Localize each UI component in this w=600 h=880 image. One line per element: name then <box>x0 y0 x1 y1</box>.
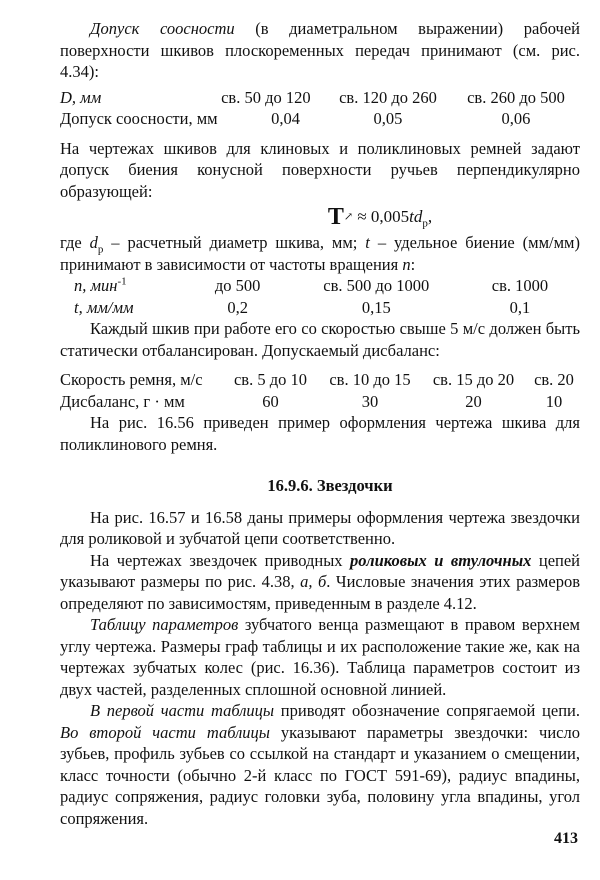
table-cell: 0,04 <box>271 109 300 128</box>
paragraph-table-parts <box>60 700 580 829</box>
table-cell: 0,2 <box>227 297 248 317</box>
table-cell: 30 <box>361 391 379 411</box>
paragraph-sprocket-examples: На рис. 16.57 и 16.58 даны примеры оформления чертежа звездочки для роликовой и зубчатой цепи соответственно. <box>60 507 580 548</box>
formula-sub: p <box>422 217 428 230</box>
term-second-part: Во второй части таблицы <box>60 722 270 742</box>
text: зубчатого венца размещают в правом верхнем углу чертежа. Размеры граф таблицы и их расположение такие же, как на чертежах зубчатых колес (рис. 16.36). Таблица параметров состоит из двух частей, разделенных сплошной основной линией. <box>60 615 580 699</box>
table-coaxiality <box>60 87 580 130</box>
table-cell: 0,05 <box>373 109 403 128</box>
text: . Числовые значения этих размеров определяют по зависимостям, приведенным в разделе 4.12. <box>60 572 580 613</box>
table-label: Допуск соосности, мм <box>60 109 218 128</box>
table-cell: 10 <box>545 391 563 411</box>
formula-var: d <box>413 207 423 226</box>
table-label: Дисбаланс, г · мм <box>60 391 185 411</box>
table-cell: 60 <box>262 391 279 411</box>
paragraph-text: (в диаметральном выражении) рабочей поверхности шкивов плоскоременных передач принимают (см. рис. 4.34): <box>60 19 580 81</box>
runout-symbol: T <box>327 204 344 230</box>
formula-text: , <box>427 207 433 226</box>
text: где <box>60 233 90 252</box>
paragraph-figure-ref: На рис. 16.56 приведен пример оформления чертежа шкива для поликлинового ремня. <box>60 413 580 454</box>
table-cell: 0,15 <box>361 297 391 317</box>
table-imbalance <box>60 369 580 412</box>
table-label: t, мм/мм <box>74 297 134 317</box>
table-cell: 20 <box>465 391 482 411</box>
paragraph-coaxiality <box>60 18 580 83</box>
table-label: Скорость ремня, м/с <box>60 370 203 389</box>
table-cell: до 500 <box>214 276 261 295</box>
sub: р <box>97 243 104 256</box>
table-row <box>60 369 580 391</box>
paragraph-balance: Каждый шкив при работе его со скоростью свыше 5 м/с должен быть статически отбалансирован. Допускаемый дисбаланс: <box>60 319 580 360</box>
table-cell: св. 1000 <box>491 276 549 295</box>
text: : <box>410 254 416 274</box>
formula-text: ≈ 0,005 <box>353 207 410 226</box>
table-cell: св. 500 до 1000 <box>323 276 430 295</box>
fig-letters: а, б <box>300 572 327 591</box>
var: n <box>402 254 411 274</box>
text: – удельное биение (мм/мм) принимают в зависимости от частоты вращения <box>60 233 580 274</box>
arrow-icon: ↗ <box>343 211 354 223</box>
paragraph-where <box>60 232 580 275</box>
section-heading: 16.9.6. Звездочки <box>267 476 393 495</box>
table-cell: св. 50 до 120 <box>221 87 311 107</box>
var: d <box>89 233 98 252</box>
table-cell: св. 20 <box>534 370 574 389</box>
text: – расчетный диаметр шкива, мм; <box>103 233 366 252</box>
table-row <box>60 391 580 413</box>
table-cell: 0,06 <box>501 109 531 128</box>
table-cell: св. 120 до 260 <box>339 87 437 107</box>
term-first-part: В первой части таблицы <box>90 701 275 720</box>
table-cell: св. 260 до 500 <box>467 87 565 107</box>
table-runout <box>60 275 580 318</box>
var: t <box>365 233 370 252</box>
table-cell: св. 10 до 15 <box>329 370 411 389</box>
text: цепей указывают размеры по рис. 4.38, <box>60 550 581 591</box>
table-cell: св. 15 до 20 <box>432 370 515 389</box>
text: указывают параметры звездочки: число зубьев, профиль зубьев со ссылкой на стандарт и указанием о смещении, класс точности (обычно 2-й класс по ГОСТ 591-69), радиус впадины, радиус сопряжения, радиус головки зуба, половину угла впадины, угол сопряжения. <box>60 722 580 828</box>
table-row <box>60 87 580 109</box>
label-text: n, мин <box>74 276 118 295</box>
term-coaxiality: Допуск соосности <box>90 19 235 38</box>
page-number: 413 <box>554 830 578 847</box>
text: приводят обозначение сопрягаемой цепи. <box>274 701 580 720</box>
formula-runout <box>60 202 580 232</box>
paragraph-chain-dimensions <box>60 550 580 615</box>
term-roller-bush: роликовых и втулочных <box>350 550 532 570</box>
table-label: D, мм <box>60 87 102 107</box>
page-content <box>60 18 580 829</box>
table-cell: св. 5 до 10 <box>233 370 307 389</box>
table-row <box>60 275 580 297</box>
paragraph-parameter-table <box>60 614 580 700</box>
table-row <box>60 108 580 130</box>
table-row <box>60 297 580 319</box>
table-label <box>60 275 174 297</box>
text: На чертежах звездочек приводных <box>90 550 351 570</box>
label-sup: -1 <box>117 275 127 288</box>
term-parameter-table: Таблицу параметров <box>90 615 239 634</box>
table-cell: 0,1 <box>509 297 531 317</box>
paragraph-runout: На чертежах шкивов для клиновых и поликлиновых ремней задают допуск биения конусной поверхности ручьев перпендикулярно образующей: <box>60 138 580 201</box>
formula-var: t <box>409 207 414 226</box>
